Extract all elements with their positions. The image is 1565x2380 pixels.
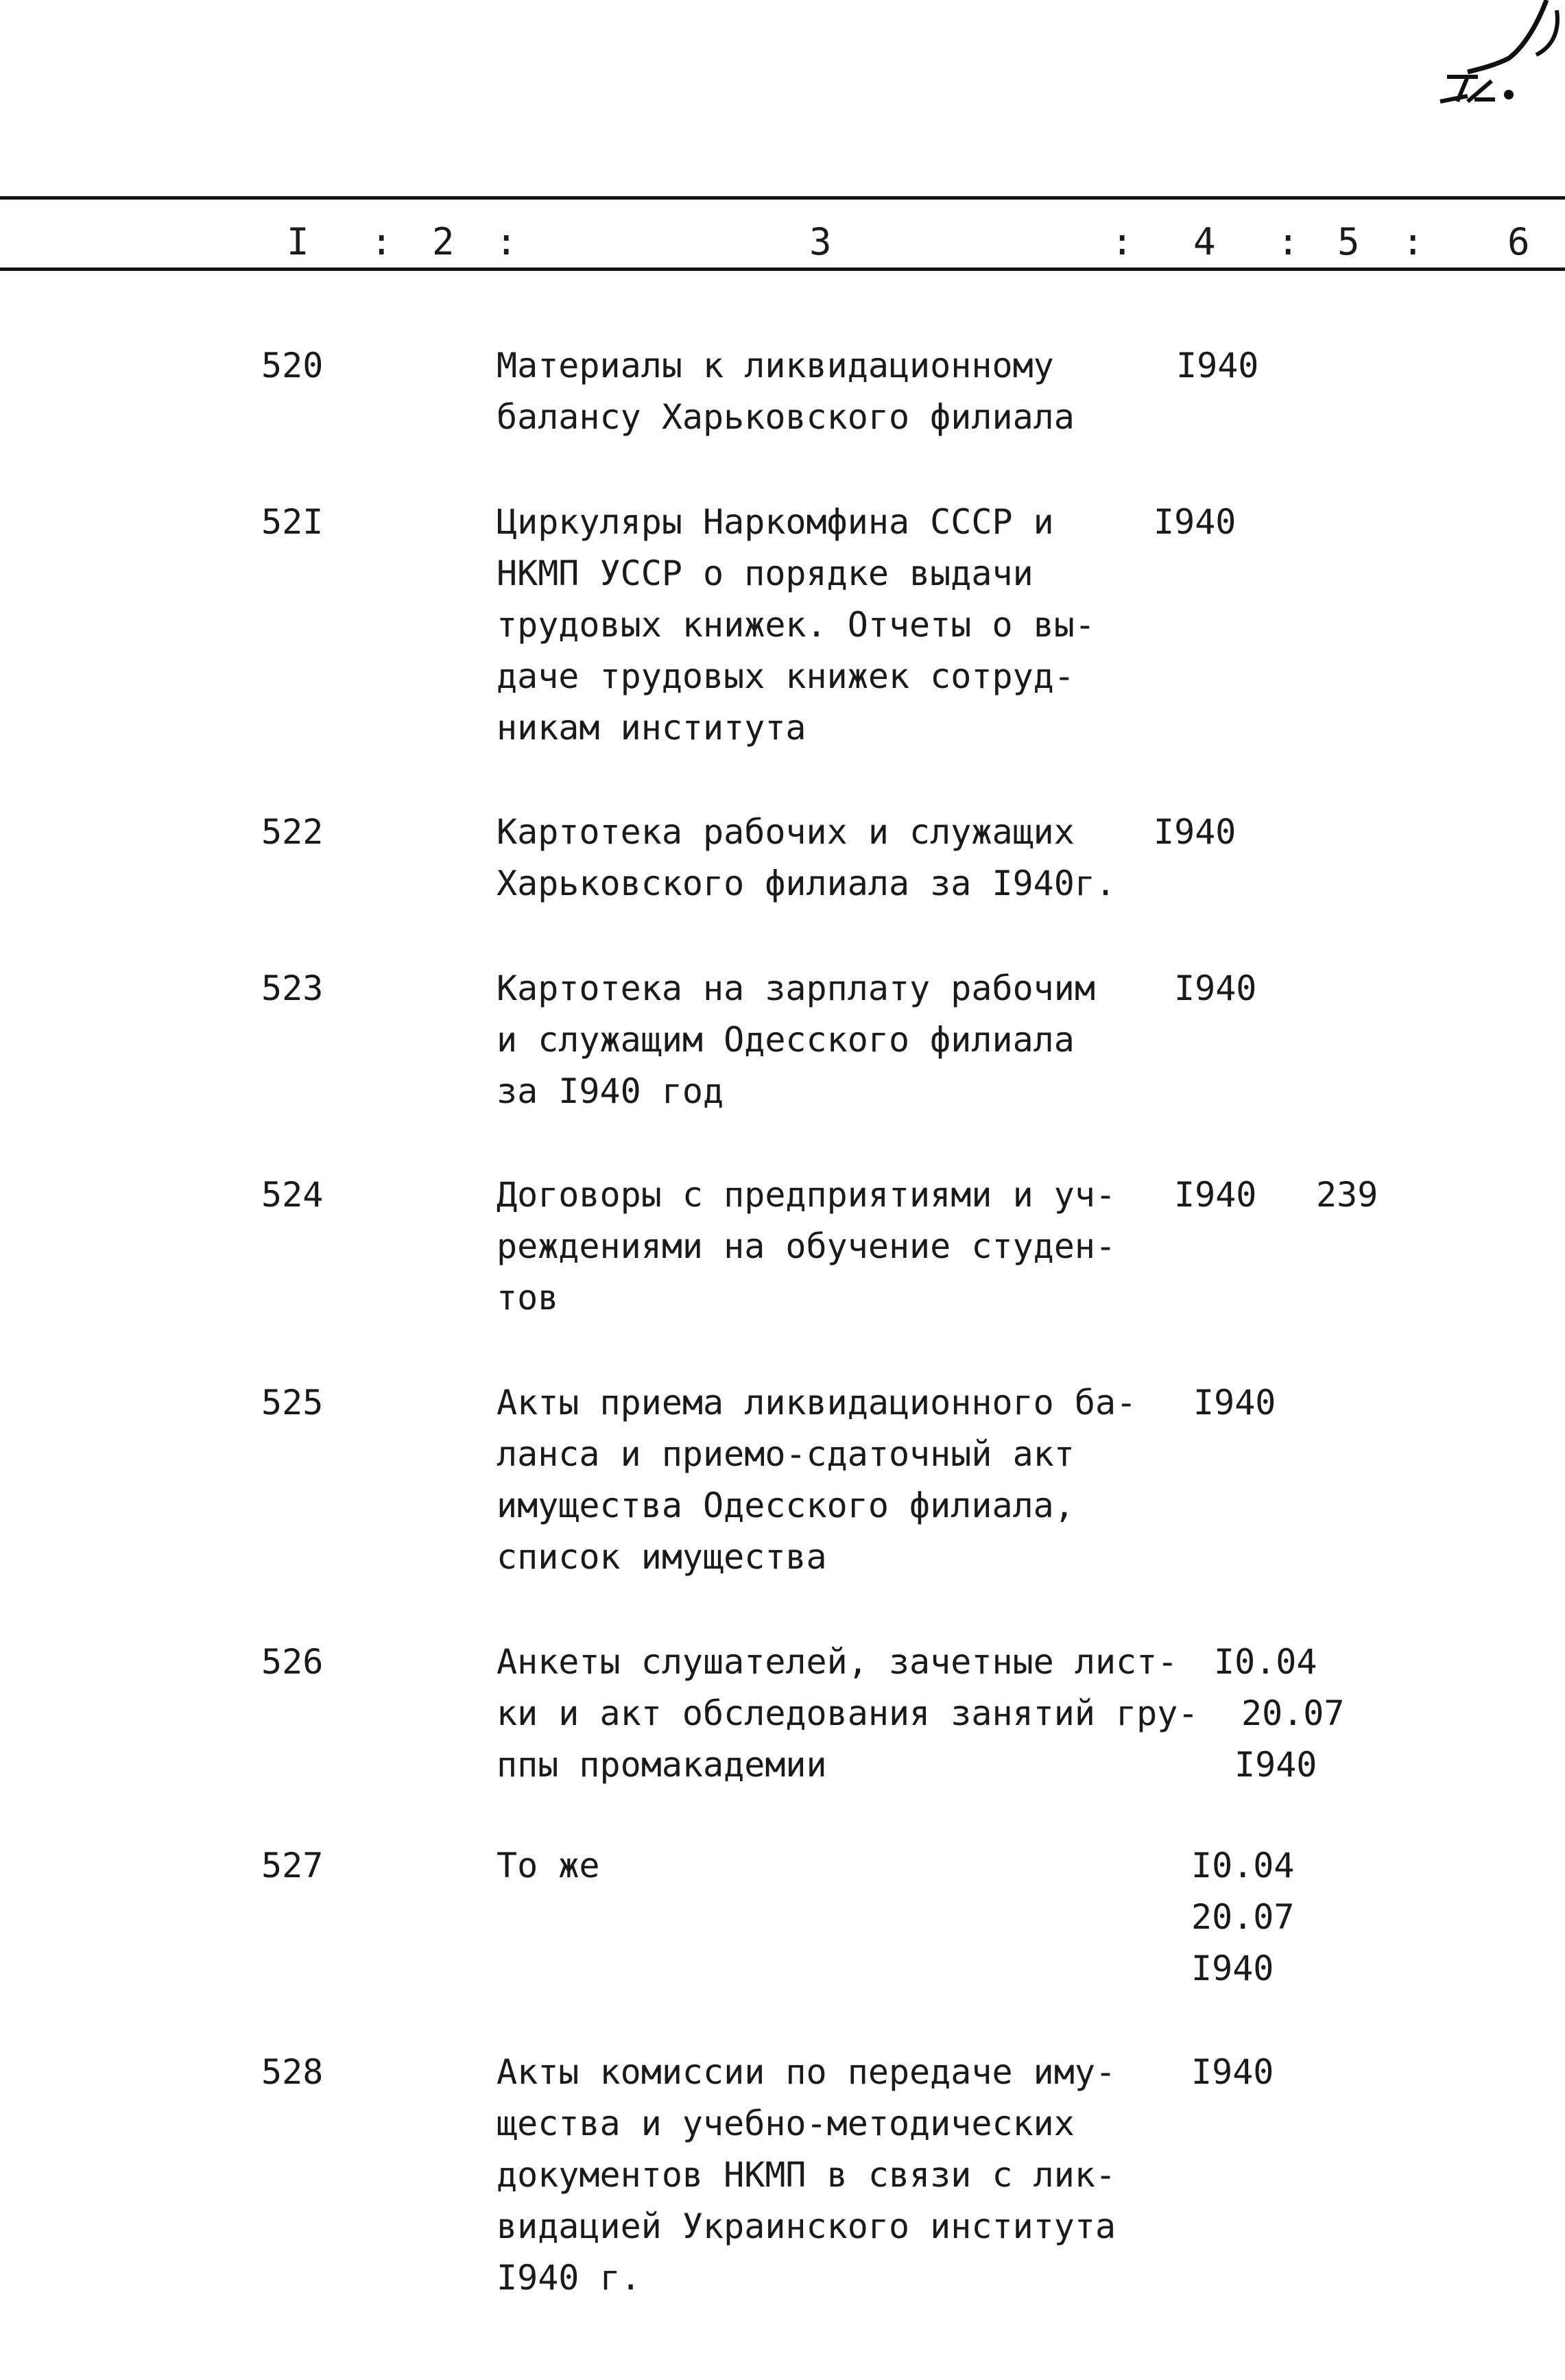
- date-line: I940: [1176, 346, 1259, 385]
- item-number: 526: [261, 1642, 324, 1682]
- item-title: [497, 807, 1116, 909]
- title-line: реждениями на обучение студен-: [497, 1226, 1116, 1266]
- item-number: 520: [261, 346, 324, 385]
- item-dates: [1174, 1169, 1256, 1221]
- col-separator: :: [495, 220, 518, 263]
- item-dates: [1214, 1637, 1345, 1791]
- title-line: никам института: [497, 708, 807, 748]
- item-title: [497, 1169, 1116, 1324]
- item-number: 525: [261, 1383, 324, 1423]
- col-2-label: 2: [432, 220, 455, 263]
- title-line: список имущества: [497, 1537, 827, 1577]
- date-line: I0.04: [1214, 1642, 1317, 1682]
- item-dates: [1193, 1377, 1276, 1429]
- title-line: Циркуляры Наркомфина СССР и: [497, 502, 1054, 542]
- col-separator: :: [1277, 220, 1300, 263]
- item-number: 528: [261, 2052, 324, 2092]
- date-line: I940: [1191, 1949, 1274, 1988]
- title-line: трудовых книжек. Отчеты о вы-: [497, 605, 1095, 645]
- item-title: [497, 340, 1075, 443]
- title-line: имущества Одесского филиала,: [497, 1486, 1075, 1525]
- title-line: Картотека на зарплату рабочим: [497, 968, 1095, 1008]
- date-line: I940: [1191, 2052, 1274, 2092]
- date-line: I940: [1234, 1745, 1317, 1785]
- item-number: 527: [261, 1846, 324, 1885]
- item-title: [497, 1840, 600, 1892]
- title-line: щества и учебно-методических: [497, 2104, 1075, 2143]
- sheet-count: 239: [1316, 1175, 1378, 1215]
- item-dates: [1174, 963, 1256, 1014]
- item-dates: [1191, 2047, 1274, 2098]
- title-line: видацией Украинского института: [497, 2206, 1116, 2246]
- item-dates: [1154, 807, 1236, 858]
- title-line: Договоры с предприятиями и уч-: [497, 1175, 1116, 1215]
- title-line: Акты комиссии по передаче иму-: [497, 2052, 1116, 2092]
- title-line: и служащим Одесского филиала: [497, 1020, 1075, 1060]
- header-top-rule: [0, 196, 1565, 200]
- date-line: I0.04: [1191, 1846, 1295, 1885]
- item-number: 522: [261, 812, 324, 852]
- title-line: НКМП УССР о порядке выдачи: [497, 554, 1034, 593]
- handwritten-page-number-mark: [1426, 0, 1565, 110]
- item-number: 524: [261, 1175, 324, 1215]
- date-line: I940: [1154, 502, 1237, 542]
- title-line: I940 г.: [497, 2258, 641, 2298]
- item-title: [497, 2047, 1116, 2304]
- title-line: Материалы к ликвидационному: [497, 346, 1054, 385]
- date-line: I940: [1193, 1383, 1276, 1423]
- item-title: [497, 497, 1095, 754]
- title-line: документов НКМП в связи с лик-: [497, 2155, 1116, 2195]
- date-line: 20.07: [1191, 1897, 1295, 1937]
- col-5-label: 5: [1337, 220, 1360, 263]
- title-line: ланса и приемо-сдаточный акт: [497, 1434, 1075, 1474]
- title-line: за I940 год: [497, 1071, 724, 1111]
- item-title: [497, 1377, 1136, 1583]
- item-title: [497, 1637, 1199, 1791]
- item-number: 523: [261, 968, 324, 1008]
- item-number: 52I: [261, 502, 324, 542]
- date-line: I940: [1174, 1175, 1257, 1215]
- title-line: балансу Харьковского филиала: [497, 397, 1075, 437]
- title-line: Харьковского филиала за I940г.: [497, 864, 1116, 903]
- title-line: ппы промакадемии: [497, 1745, 827, 1785]
- col-4-label: 4: [1193, 220, 1216, 263]
- title-line: Картотека рабочих и служащих: [497, 812, 1075, 852]
- title-line: Анкеты слушателей, зачетные лист-: [497, 1642, 1178, 1682]
- col-separator: :: [370, 220, 393, 263]
- col-1-label: I: [287, 220, 309, 263]
- date-line: 20.07: [1241, 1693, 1345, 1733]
- col-separator: :: [1111, 220, 1134, 263]
- date-line: I940: [1174, 968, 1257, 1008]
- title-line: ки и акт обследования занятий гру-: [497, 1693, 1199, 1733]
- header-bottom-rule: [0, 267, 1565, 271]
- title-line: То же: [497, 1846, 600, 1885]
- title-line: тов: [497, 1278, 559, 1318]
- title-line: Акты приема ликвидационного ба-: [497, 1383, 1137, 1423]
- col-3-label: 3: [809, 220, 832, 263]
- date-line: I940: [1154, 812, 1237, 852]
- col-separator: :: [1402, 220, 1424, 263]
- item-dates: [1176, 340, 1258, 392]
- title-line: даче трудовых книжек сотруд-: [497, 656, 1075, 696]
- col-6-label: 6: [1507, 220, 1530, 263]
- item-dates: [1154, 497, 1236, 548]
- item-title: [497, 963, 1095, 1117]
- item-dates: [1191, 1840, 1295, 1995]
